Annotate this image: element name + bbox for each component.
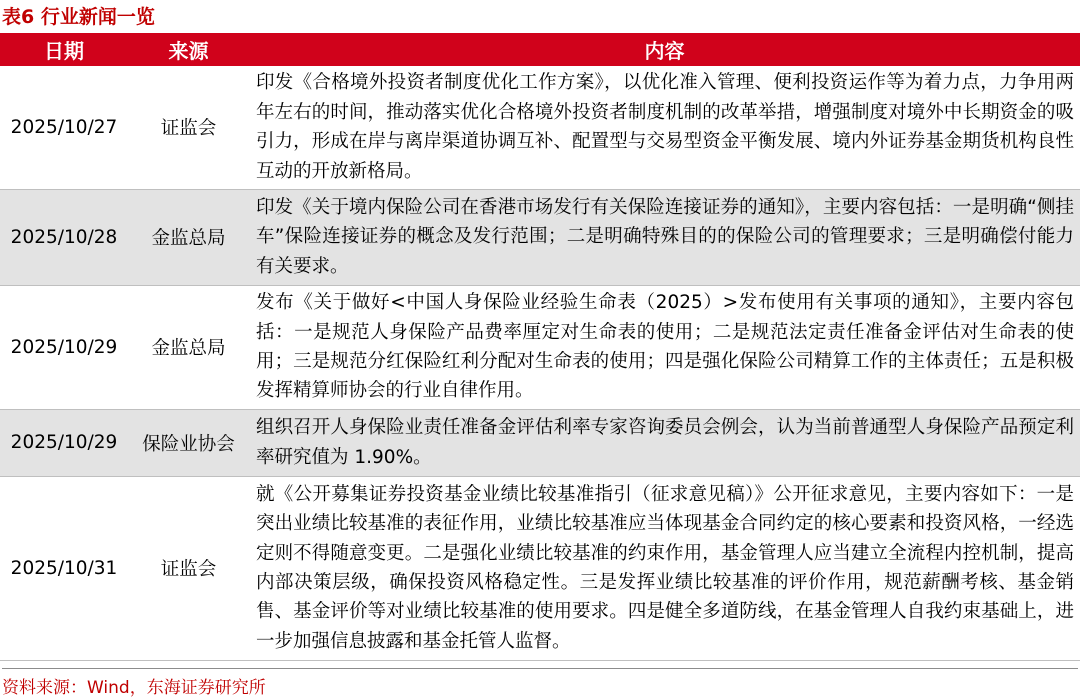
header-source: 来源 [128, 33, 249, 66]
table-row [0, 189, 1080, 285]
row-source: 证监会 [128, 66, 249, 189]
row-content: 印发《合格境外投资者制度优化工作方案》，以优化准入管理、便利投资运作等为着力点，力争用两年左右的时间，推动落实优化合格境外投资者制度机制的改革举措，增强制度对境外中长期资金的吸引力，形成在岸与离岸渠道协调互补、配置型与交易型资金平衡发展、境内外证券基金期货机构良性互动的开放新格局。 [249, 66, 1080, 189]
header-row [0, 33, 1080, 66]
row-date: 2025/10/29 [0, 285, 128, 409]
row-source: 保险业协会 [128, 409, 249, 476]
row-date: 2025/10/31 [0, 476, 128, 660]
table-row [0, 409, 1080, 476]
industry-news-table [0, 33, 1080, 661]
row-source: 证监会 [128, 476, 249, 660]
table-caption: 表6 行业新闻一览 [2, 6, 155, 28]
row-content: 发布《关于做好<中国人身保险业经验生命表（2025）>发布使用有关事项的通知》，主要内容包括：一是规范人身保险产品费率厘定对生命表的使用；二是规范法定责任准备金评估对生命表的使用；三是规范分红保险红利分配对生命表的使用；四是强化保险公司精算工作的主体责任；五是积极发挥精算师协会的行业自律作用。 [249, 285, 1080, 409]
row-source: 金监总局 [128, 285, 249, 409]
row-content: 就《公开募集证券投资基金业绩比较基准指引（征求意见稿）》公开征求意见，主要内容如下：一是突出业绩比较基准的表征作用，业绩比较基准应当体现基金合同约定的核心要素和投资风格，一经选定则不得随意变更。二是强化业绩比较基准的约束作用，基金管理人应当建立全流程内控机制，提高内部决策层级，确保投资风格稳定性。三是发挥业绩比较基准的评价作用，规范薪酬考核、基金销售、基金评价等对业绩比较基准的使用要求。四是健全多道防线，在基金管理人自我约束基础上，进一步加强信息披露和基金托管人监督。 [249, 476, 1080, 660]
row-content: 组织召开人身保险业责任准备金评估利率专家咨询委员会例会，认为当前普通型人身保险产品预定利率研究值为 1.90%。 [249, 409, 1080, 476]
table-row [0, 285, 1080, 409]
row-source: 金监总局 [128, 189, 249, 285]
header-date: 日期 [0, 33, 128, 66]
table-row [0, 476, 1080, 660]
row-date: 2025/10/27 [0, 66, 128, 189]
row-content: 印发《关于境内保险公司在香港市场发行有关保险连接证券的通知》，主要内容包括：一是明确“侧挂车”保险连接证券的概念及发行范围；二是明确特殊目的的保险公司的管理要求；三是明确偿付能力有关要求。 [249, 189, 1080, 285]
source-note: 资料来源：Wind，东海证券研究所 [2, 668, 1078, 698]
row-date: 2025/10/28 [0, 189, 128, 285]
row-date: 2025/10/29 [0, 409, 128, 476]
header-content: 内容 [249, 33, 1080, 66]
table-row [0, 66, 1080, 189]
